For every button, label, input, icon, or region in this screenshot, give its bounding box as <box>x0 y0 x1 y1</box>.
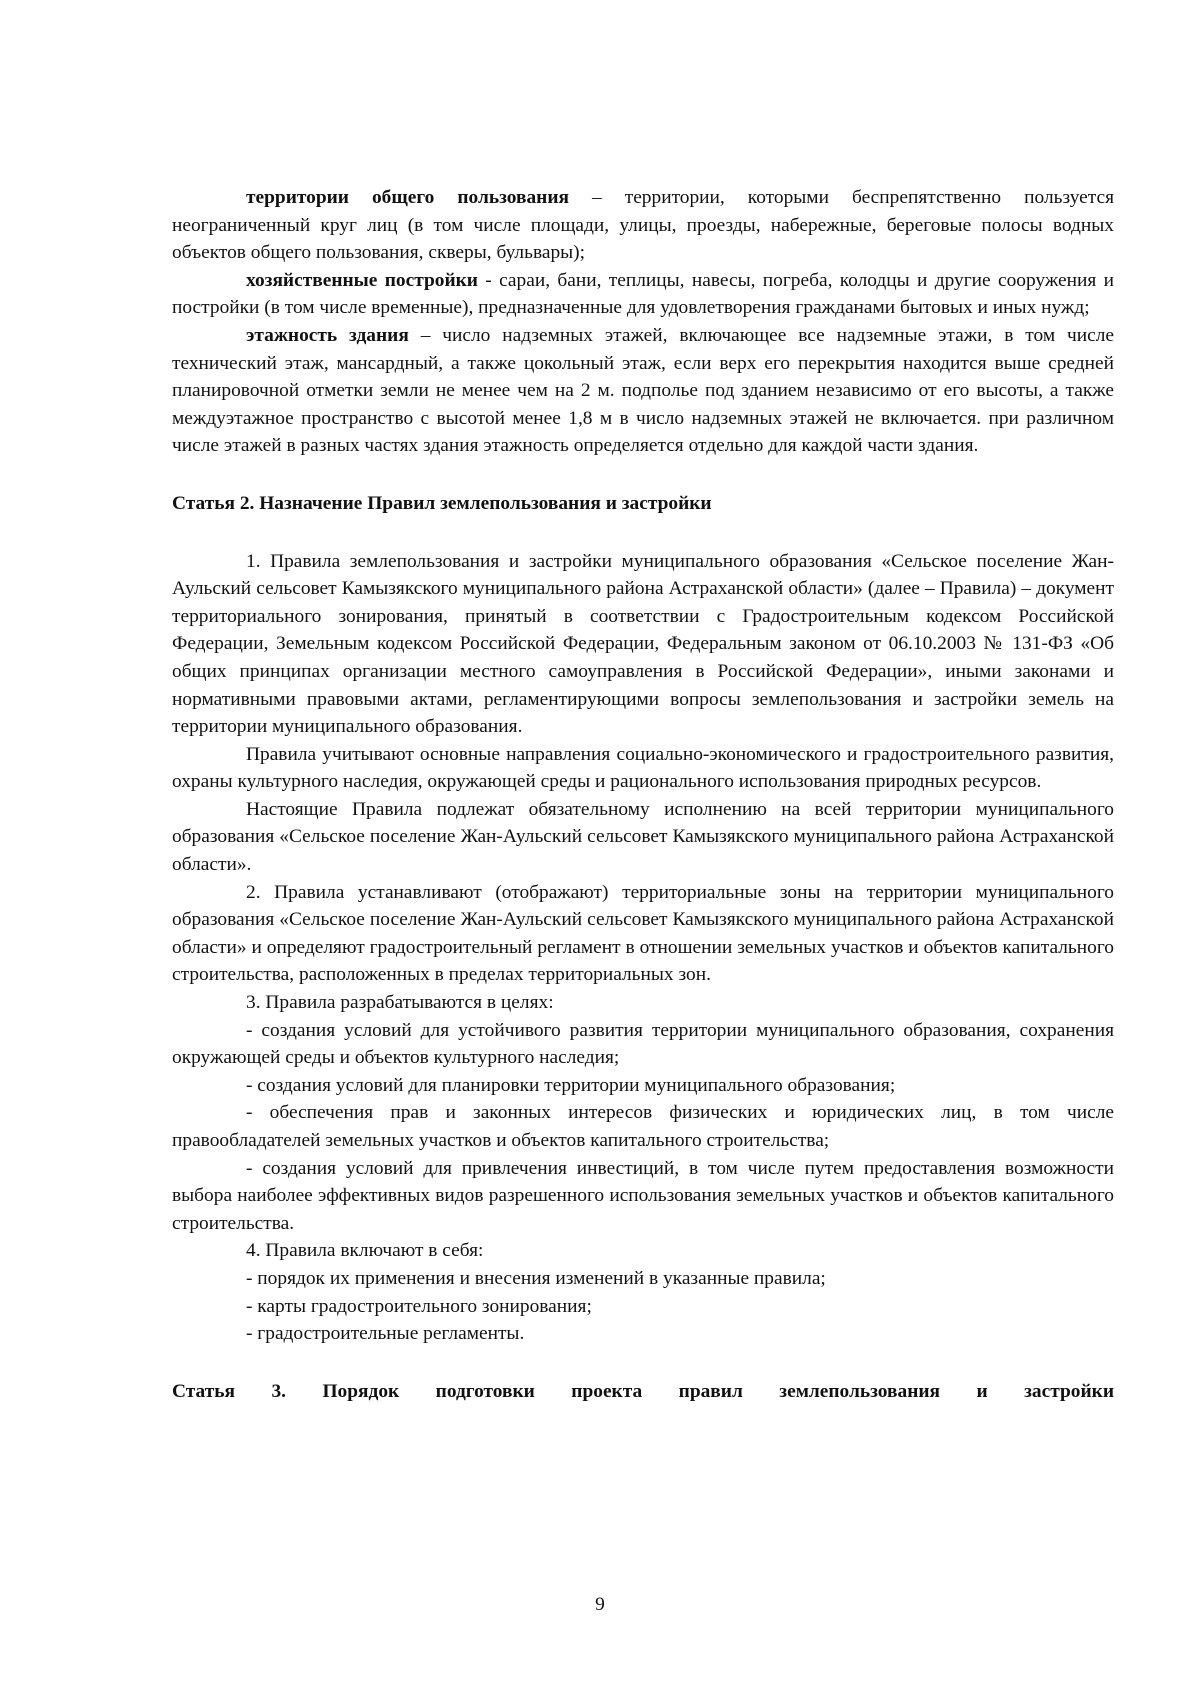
definition-term: этажность здания <box>246 324 409 346</box>
article-2-list-item: - порядок их применения и внесения изменений в указанные правила; <box>246 1267 826 1289</box>
page-content <box>172 184 1114 1405</box>
definition-term: территории общего пользования <box>246 187 570 208</box>
article-2-paragraph: Настоящие Правила подлежат обязательному исполнению на всей территории муниципального образования «Сельское поселение Жан-Аульский сельсовет Камызякского муниципального района Астраханской области». <box>172 798 1114 876</box>
article-2-list-item: - создания условий для планировки территории муниципального образования; <box>246 1074 896 1096</box>
definition-text: - сараи, бани, теплицы, навесы, погреба, колодцы и другие сооружения и постройки (в том числе временные), предназначенные для удовлетворения гражданами бытовых и иных нужд; <box>172 269 1114 319</box>
page-number: 9 <box>595 1594 605 1615</box>
article-2-list-item: - создания условий для привлечения инвестиций, в том числе путем предоставления возможности выбора наиболее эффективных видов разрешенного использования земельных участков и объектов капитального строительства. <box>172 1157 1114 1234</box>
definition-public-territories <box>172 184 1114 267</box>
definition-text: – число надземных этажей, включающее все надземные этажи, в том числе технический этаж, мансардный, а также цокольный этаж, если верх его перекрытия находится выше средней планировочной отметки земли не менее чем на 2 м. подполье под зданием независимо от его высоты, а также междуэтажное пространство с высотой менее 1,8 м в число надземных этажей не включается. при различном числе этажей в разных частях здания этажность определяется отдельно для каждой части здания. <box>172 324 1114 457</box>
article-2-paragraph: Правила учитывают основные направления социально-экономического и градостроительного развития, охраны культурного наследия, окружающей среды и рационального использования природных ресурсов. <box>172 743 1114 793</box>
article-2-list-item: - карты градостроительного зонирования; <box>246 1295 592 1317</box>
definition-building-storeys <box>172 322 1114 460</box>
article-2-list-item: - градостроительные регламенты. <box>246 1323 525 1345</box>
article-2-paragraph: 1. Правила землепользования и застройки муниципального образования «Сельское поселение Жан-Аульский сельсовет Камызякского муниципального района Астраханской области» (далее – Правила) – документ территориального зонирования, принятый в соответствии с Градостроительным кодексом Российской Федерации, Земельным кодексом Российской Федерации, Федеральным законом от 06.10.2003 № 131-ФЗ «Об общих принципах организации местного самоуправления в Российской Федерации», иными законами и нормативными правовыми актами, регламентирующими вопросы землепользования и застройки земель на территории муниципального образования. <box>172 550 1114 738</box>
article-2-paragraph: 4. Правила включают в себя: <box>246 1240 484 1262</box>
article-2-paragraph: 3. Правила разрабатываются в целях: <box>246 992 554 1014</box>
article-2-heading: Статья 2. Назначение Правил землепользования и застройки <box>172 492 712 514</box>
article-2-list-item: - обеспечения прав и законных интересов физических и юридических лиц, в том числе правообладателей земельных участков и объектов капитального строительства; <box>172 1102 1114 1151</box>
definition-outbuildings <box>172 267 1114 322</box>
definition-term: хозяйственные постройки <box>246 269 478 291</box>
article-2-paragraph: 2. Правила устанавливают (отображают) территориальные зоны на территории муниципального образования «Сельское поселение Жан-Аульский сельсовет Камызякского муниципального района Астраханской области» и определяют градостроительный регламент в отношении земельных участков и объектов капитального строительства, расположенных в пределах территориальных зон. <box>172 881 1114 986</box>
article-2-list-item: - создания условий для устойчивого развития территории муниципального образования, сохранения окружающей среды и объектов культурного наследия; <box>172 1019 1114 1069</box>
definition-text: – территории, которыми беспрепятственно пользуется неограниченный круг лиц (в том числе площади, улицы, проезды, набережные, береговые полосы водных объектов общего пользования, скверы, бульвары); <box>172 187 1115 264</box>
article-3-heading: Статья 3. Порядок подготовки проекта правил землепользования и застройки <box>172 1380 1114 1402</box>
